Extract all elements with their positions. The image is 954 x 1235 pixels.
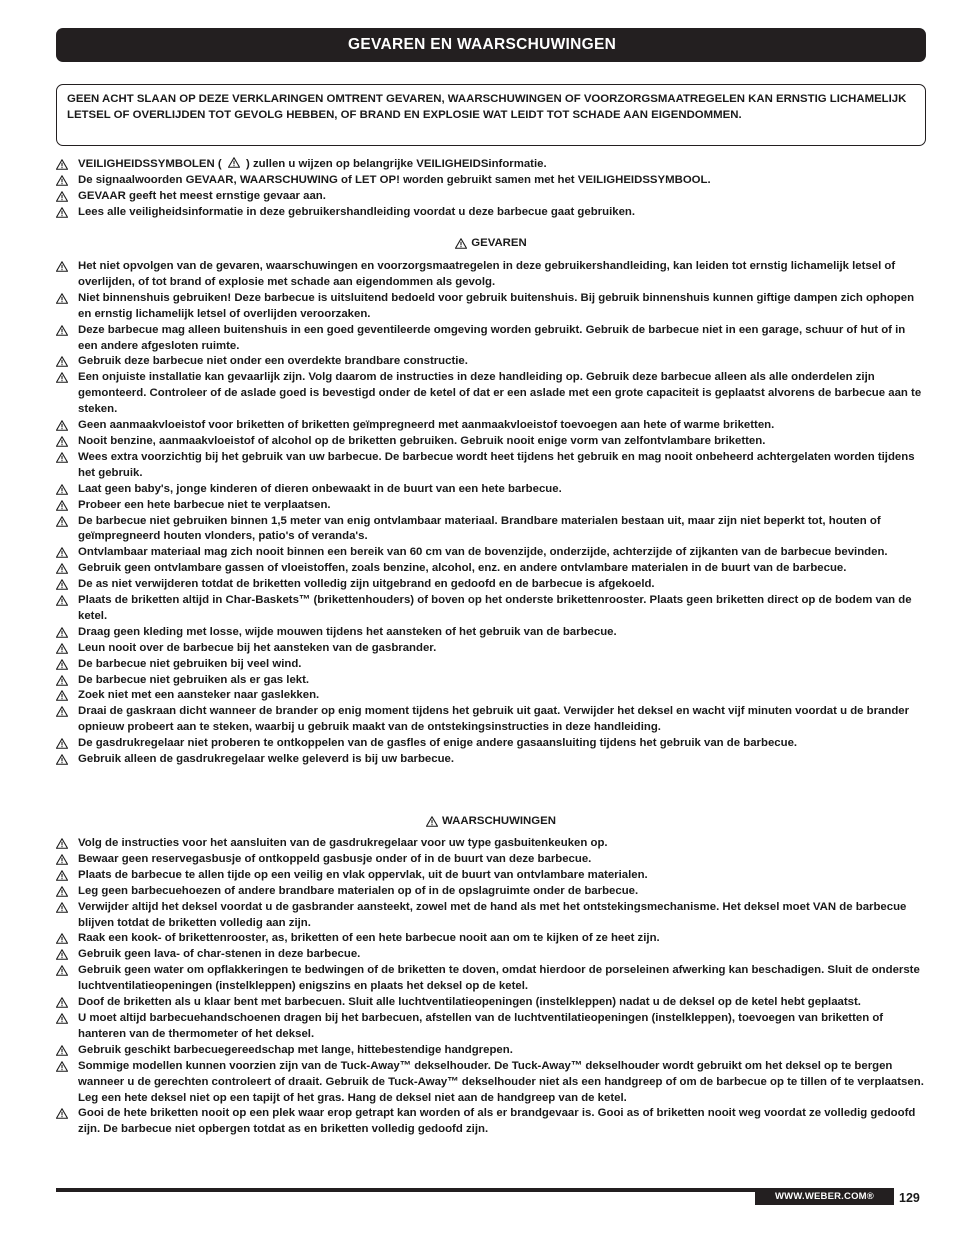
- warning-triangle-icon: [56, 418, 78, 434]
- dangers-heading: [56, 236, 926, 251]
- list-item: [56, 291, 928, 323]
- list-item-text: Het niet opvolgen van de gevaren, waarschuwingen en voorzorgsmaatregelen in deze gebruikershandleiding, kan leiden tot ernstig lichamelijk letsel of overlijden, of tot brand of explosie met schade aan eigendommen als gevolg.: [78, 260, 896, 288]
- list-item-text: Sommige modellen kunnen voorzien zijn van de Tuck-Away™ dekselhouder. De Tuck-Away™ dekselhouder wordt gebruikt om het deksel op te bergen wanneer u de gerechten controleert of draait. Gebruik de Tuck-Away™ dekselhouder niet als een handgreep of om de barbecue op te tillen of te verplaatsen. Leg een hete deksel niet op een tapijt of het gras. Hang de deksel niet aan de handgreep van de ketel.: [78, 1059, 924, 1104]
- list-item-text: De barbecue niet gebruiken als er gas lekt.: [78, 673, 310, 686]
- warning-triangle-icon: [56, 688, 78, 704]
- list-item-text: Gebruik geen lava- of char-stenen in deze barbecue.: [78, 948, 361, 961]
- warnings-list: [56, 836, 928, 1138]
- list-item: [56, 1106, 928, 1138]
- list-item-text: De barbecue niet gebruiken bij veel wind.: [78, 657, 302, 670]
- list-item: [56, 673, 928, 689]
- list-item: [56, 259, 928, 291]
- warning-triangle-icon: [228, 157, 240, 168]
- warning-triangle-icon: [426, 816, 442, 827]
- list-item-text: Volg de instructies voor het aansluiten van de gasdrukregelaar voor uw type gasbuitenkeuken op.: [78, 837, 608, 849]
- warning-triangle-icon: [56, 868, 78, 884]
- list-item: [56, 205, 928, 221]
- list-item: [56, 995, 928, 1011]
- list-item: [56, 370, 928, 418]
- warning-triangle-icon: [56, 561, 78, 577]
- list-item: [56, 868, 928, 884]
- warning-triangle-icon: [56, 514, 78, 546]
- dangers-heading-text: GEVAREN: [471, 237, 527, 249]
- list-item-text: Draai de gaskraan dicht wanneer de brander op enig moment tijdens het gebruik uit gaat. Verwijder het deksel en wacht vijf minuten voordat u de brander opnieuw probeert aan te steken, waarbij u gebruik maakt van de ontstekingsinstructies in deze handleiding.: [78, 705, 910, 734]
- warning-triangle-icon: [56, 657, 78, 673]
- list-item-text: Gooi de hete briketten nooit op een plek waar erop getrapt kan worden of als er brandgevaar is. Gooi as of briketten nooit weg voordat ze volledig gedoofd zijn. De barbecue niet opbergen totdat as en briketten volledig gedoofd zijn.: [78, 1107, 916, 1136]
- list-item-text: Gebruik geen water om opflakkeringen te bedwingen of de briketten te doven, omdat hierdoor de porseleinen afwerking kan beschadigen. Sluit de onderste luchtventilatieopeningen (instelkleppen) enigszins en plaats het deksel op de ketel.: [78, 964, 920, 993]
- list-item-text: Doof de briketten als u klaar bent met barbecuen. Sluit alle luchtventilatieopeningen (instelkleppen) nadat u de deksel op de ketel hebt geplaatst.: [78, 996, 861, 1009]
- list-item: [56, 1011, 928, 1043]
- list-item: [56, 173, 928, 189]
- warning-triangle-icon: [56, 1011, 78, 1043]
- intro-text: GEEN ACHT SLAAN OP DEZE VERKLARINGEN OMTRENT GEVAREN, WAARSCHUWINGEN OF VOORZORGSMAATREGELEN KAN ERNSTIG LICHAMELIJK LETSEL OF OVERLIJDEN TOT GEVOLG HEBBEN, OF BRAND EN EXPLOSIE WAT LEIDT TOT SCHADE AAN EIGENDOMMEN.: [67, 93, 907, 121]
- list-item: [56, 157, 928, 173]
- warning-triangle-icon: [56, 545, 78, 561]
- list-item-text: Raak een kook- of brikettenrooster, as, briketten of een hete barbecue nooit aan om te kijken of ze heet zijn.: [78, 932, 660, 945]
- list-item: [56, 688, 928, 704]
- warning-triangle-icon: [56, 752, 78, 768]
- warning-triangle-icon: [56, 963, 78, 995]
- list-item-text: Bewaar geen reservegasbusje of ontkoppeld gasbusje onder of in de buurt van deze barbecue.: [78, 852, 592, 865]
- list-item: [56, 836, 928, 852]
- warning-triangle-icon: [56, 370, 78, 418]
- list-item: [56, 189, 928, 205]
- warning-triangle-icon: [56, 947, 78, 963]
- warning-triangle-icon: [56, 205, 78, 221]
- warnings-heading: [56, 814, 926, 829]
- list-item-text: De gasdrukregelaar niet proberen te ontkoppelen van de gasfles of enige andere gasaansluiting tijdens het gebruik van de barbecue.: [78, 737, 798, 750]
- warning-triangle-icon: [56, 354, 78, 370]
- page-number: 129: [899, 1191, 920, 1205]
- list-item-text: Geen aanmaakvloeistof voor briketten of briketten geïmpregneerd met aanmaakvloeistof toevoegen aan hete of warme briketten.: [78, 419, 775, 432]
- list-item-text: Verwijder altijd het deksel voordat u de gasbrander aansteekt, zowel met de hand als met het ontstekingsmechanisme. Het deksel moet VAN de barbecue blijven totdat de briketten volledig aan zijn.: [78, 900, 907, 929]
- symbols-text-before: VEILIGHEIDSSYMBOLEN (: [78, 158, 222, 170]
- list-item: [56, 657, 928, 673]
- symbols-text-after: ) zullen u wijzen op belangrijke VEILIGHEIDSinformatie.: [246, 158, 547, 170]
- list-item: [56, 900, 928, 932]
- warning-triangle-icon: [56, 434, 78, 450]
- list-item-text: Nooit benzine, aanmaakvloeistof of alcohol op de briketten gebruiken. Gebruik nooit enige vorm van zelfontvlambare briketten.: [78, 434, 766, 447]
- warning-triangle-icon: [56, 577, 78, 593]
- warning-triangle-icon: [56, 291, 78, 323]
- list-item-text: Deze barbecue mag alleen buitenshuis in een goed geventileerde omgeving worden gebruikt. Gebruik de barbecue niet in een garage, schuur of hut of in een andere afgesloten ruimte.: [78, 323, 906, 352]
- symbols-items: [56, 173, 928, 221]
- list-item: [56, 514, 928, 546]
- list-item: [56, 545, 928, 561]
- list-item-text: Plaats de barbecue te allen tijde op een veilig en vlak oppervlak, uit de buurt van ontvlambare materialen.: [78, 868, 648, 881]
- dangers-list: [56, 259, 928, 768]
- list-item-text: Gebruik deze barbecue niet onder een overdekte brandbare constructie.: [78, 355, 468, 368]
- list-item: [56, 593, 928, 625]
- list-item-text: Plaats de briketten altijd in Char-Baskets™ (brikettenhouders) of boven op het onderste brikettenrooster. Plaats geen briketten direct op de bodem van de ketel.: [78, 594, 912, 622]
- list-item-text: De as niet verwijderen totdat de briketten volledig zijn uitgebrand en gedoofd en de barbecue is afgekoeld.: [78, 578, 655, 591]
- warning-triangle-icon: [56, 931, 78, 947]
- warning-triangle-icon: [56, 157, 78, 173]
- warning-triangle-icon: [56, 173, 78, 189]
- list-item-text: Laat geen baby's, jonge kinderen of dieren onbewaakt in de buurt van een hete barbecue.: [78, 482, 562, 495]
- list-item-text: Gebruik alleen de gasdrukregelaar welke geleverd is bij uw barbecue.: [78, 753, 455, 766]
- warning-triangle-icon: [56, 593, 78, 625]
- warning-triangle-icon: [56, 836, 78, 852]
- warning-triangle-icon: [56, 1043, 78, 1059]
- list-item-text: U moet altijd barbecuehandschoenen dragen bij het barbecuen, afstellen van de luchtventilatieopeningen (instelkleppen), toevoegen van briketten of hanteren van de thermometer of het deksel.: [78, 1011, 884, 1040]
- list-item-text: Ontvlambaar materiaal mag zich nooit binnen een bereik van 60 cm van de bovenzijde, onderzijde, achterzijde of zijkanten van de barbecue bevinden.: [78, 546, 888, 559]
- warning-triangle-icon: [56, 1106, 78, 1138]
- page-title: GEVAREN EN WAARSCHUWINGEN: [56, 28, 926, 62]
- list-item-text: Zoek niet met een aansteker naar gaslekken.: [78, 689, 320, 702]
- list-item: [56, 947, 928, 963]
- list-item-text: Wees extra voorzichtig bij het gebruik van uw barbecue. De barbecue wordt heet tijdens het gebruik en mag nooit onbeheerd achtergelaten worden tijdens het gebruik.: [78, 450, 915, 479]
- list-item: [56, 1043, 928, 1059]
- list-item-text: Leun nooit over de barbecue bij het aansteken van de gasbrander.: [78, 641, 437, 654]
- warning-triangle-icon: [56, 259, 78, 291]
- warning-triangle-icon: [56, 450, 78, 482]
- warning-triangle-icon: [56, 189, 78, 205]
- warning-triangle-icon: [56, 641, 78, 657]
- list-item: [56, 963, 928, 995]
- warning-triangle-icon: [56, 625, 78, 641]
- list-item-text: Een onjuiste installatie kan gevaarlijk zijn. Volg daarom de instructies in deze handleiding op. Gebruik deze barbecue alleen als alle onderdelen zijn gemonteerd. Controleer of de aslade goed is bevestigd onder de ketel of dat er een aslade met een grote capaciteit is geplaatst alvorens de barbecue aan te steken.: [78, 371, 922, 416]
- list-item: [56, 641, 928, 657]
- list-item: [56, 577, 928, 593]
- list-item: [56, 852, 928, 868]
- warning-triangle-icon: [56, 736, 78, 752]
- list-item: [56, 1059, 928, 1107]
- warning-triangle-icon: [56, 900, 78, 932]
- warning-triangle-icon: [56, 704, 78, 736]
- list-item-text: Probeer een hete barbecue niet te verplaatsen.: [78, 498, 331, 511]
- list-item: [56, 498, 928, 514]
- list-item: [56, 418, 928, 434]
- list-item: [56, 704, 928, 736]
- intro-warning-box: [56, 84, 926, 146]
- list-item: [56, 354, 928, 370]
- warning-triangle-icon: [56, 323, 78, 355]
- list-item-text: Lees alle veiligheidsinformatie in deze gebruikershandleiding voordat u deze barbecue gaat gebruiken.: [78, 205, 636, 218]
- list-item-text: GEVAAR geeft het meest ernstige gevaar aan.: [78, 189, 326, 202]
- list-item-text: Gebruik geen ontvlambare gassen of vloeistoffen, zoals benzine, alcohol, enz. en andere ontvlambare materialen in de buurt van de barbecue.: [78, 562, 847, 575]
- list-item-text: Gebruik geschikt barbecuegereedschap met lange, hittebestendige handgrepen.: [78, 1043, 513, 1056]
- warning-triangle-icon: [56, 482, 78, 498]
- list-item: [56, 752, 928, 768]
- list-item: [56, 736, 928, 752]
- list-item: [56, 450, 928, 482]
- list-item: [56, 323, 928, 355]
- warning-triangle-icon: [455, 238, 471, 249]
- list-item: [56, 561, 928, 577]
- safety-symbols-list: [56, 157, 928, 221]
- list-item-text: Draag geen kleding met losse, wijde mouwen tijdens het aansteken of het gebruik van de barbecue.: [78, 625, 617, 638]
- list-item-text: Niet binnenshuis gebruiken! Deze barbecue is uitsluitend bedoeld voor gebruik buitenshuis. Bij gebruik binnenshuis kunnen giftige dampen zich ophopen en ernstig lichamelijk letsel of overlijden veroorzaken.: [78, 291, 915, 320]
- warnings-heading-text: WAARSCHUWINGEN: [442, 815, 556, 827]
- warning-triangle-icon: [56, 1059, 78, 1107]
- warning-triangle-icon: [56, 852, 78, 868]
- warning-triangle-icon: [56, 498, 78, 514]
- list-item: [56, 931, 928, 947]
- list-item: [56, 625, 928, 641]
- list-item: [56, 884, 928, 900]
- list-item-text: De barbecue niet gebruiken binnen 1,5 meter van enig ontvlambaar materiaal. Brandbare materialen bestaan uit, maar zijn niet beperkt tot, houten of geïmpregneerd houten vlonders, patio's of veranda's.: [78, 514, 881, 543]
- list-item-text: De signaalwoorden GEVAAR, WAARSCHUWING of LET OP! worden gebruikt samen met het VEILIGHEIDSSYMBOOL.: [78, 173, 711, 186]
- warning-triangle-icon: [56, 995, 78, 1011]
- warning-triangle-icon: [56, 884, 78, 900]
- list-item-text: Leg geen barbecuehoezen of andere brandbare materialen op of in de opslagruimte onder de barbecue.: [78, 884, 639, 897]
- footer-url: WWW.WEBER.COM®: [755, 1188, 894, 1205]
- warning-triangle-icon: [56, 673, 78, 689]
- list-item: [56, 482, 928, 498]
- list-item: [56, 434, 928, 450]
